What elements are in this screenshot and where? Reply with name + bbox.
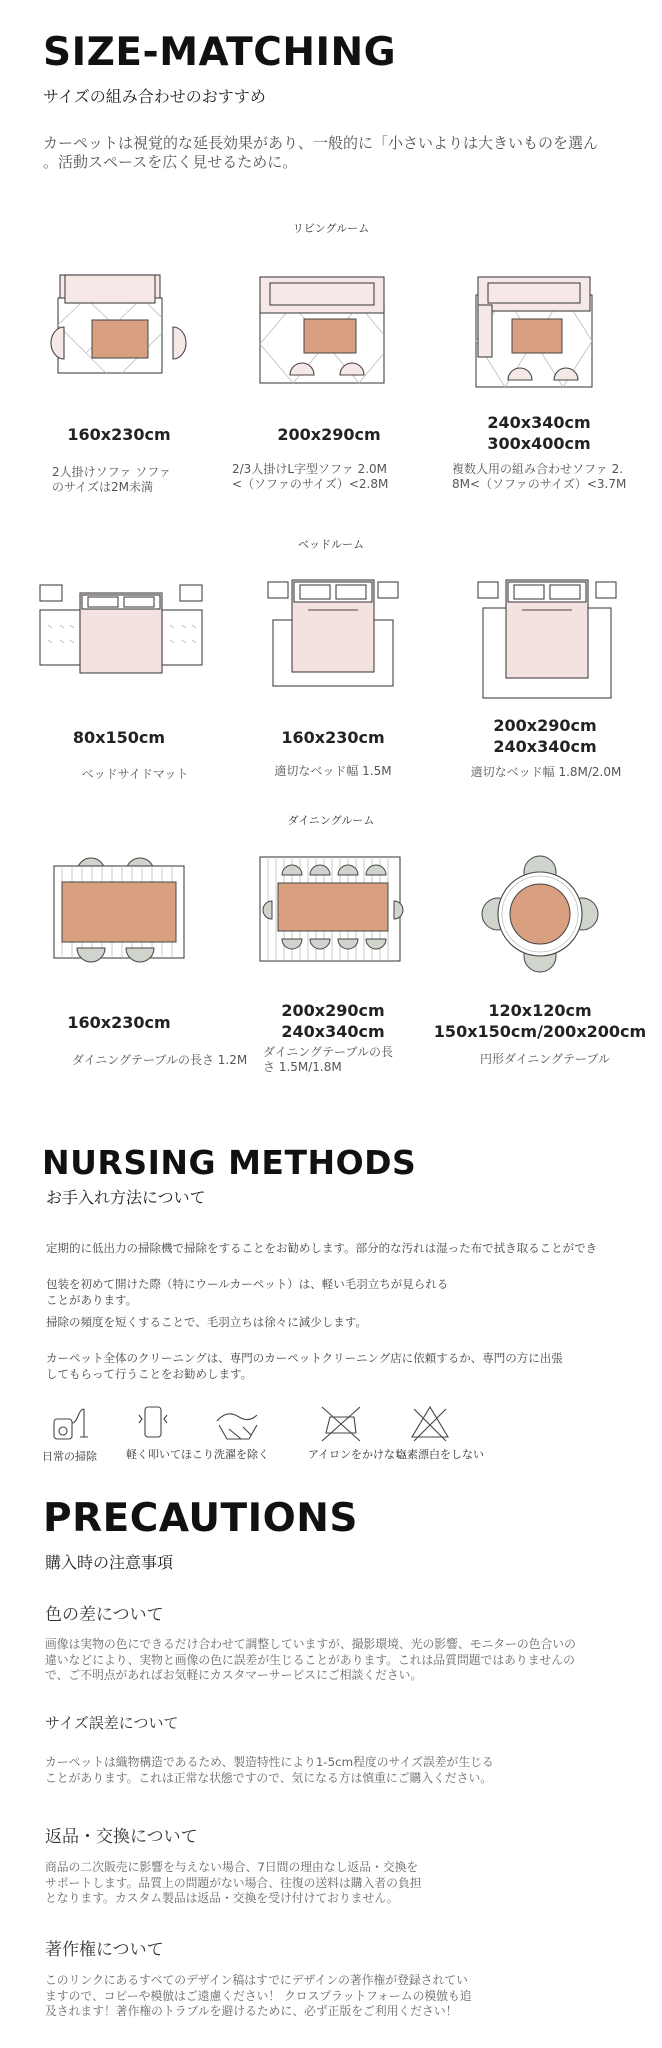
- copyright-heading: 著作権について: [45, 1940, 164, 1960]
- living-sofa-diagram-1: [40, 265, 200, 380]
- intro-line-2: 。活動スペースを広く見せるために。: [43, 153, 298, 171]
- living-desc-2: 2/3人掛けL字型ソファ 2.0M <（ソファのサイズ）<2.8M: [232, 462, 389, 491]
- bedroom-diagram-2: [268, 580, 398, 700]
- icon-label-no-bleach: 塩素漂白をしない: [396, 1448, 484, 1461]
- icon-label-no-iron: アイロンをかけない: [308, 1448, 407, 1461]
- precautions-subtitle: 購入時の注意事項: [45, 1553, 174, 1572]
- living-desc-3: 複数人用の組み合わせソファ 2. 8M<（ソファのサイズ）<3.7M: [452, 462, 627, 491]
- precautions-title: PRECAUTIONS: [43, 1496, 359, 1541]
- icon-label-no-wash: 洗濯を除く: [214, 1448, 269, 1461]
- dining-size-2: 200x290cm 240x340cm: [281, 1001, 385, 1041]
- pat-icon: [135, 1403, 171, 1443]
- living-sofa-diagram-3: [460, 265, 620, 400]
- no-iron-icon: [320, 1403, 362, 1443]
- dining-size-1: 160x230cm: [67, 1013, 171, 1032]
- dining-diagram-3: [480, 850, 600, 980]
- copyright-text: このリンクにあるすべてのデザイン稿はすでにデザインの著作権が登録されてい ますので、コピーや模倣はご遠慮ください！ クロスプラットフォームの模倣も追 及されます！著作権のトラブルを避けるために、必ず正版をご利用ください！: [45, 1973, 472, 2018]
- dining-diagram-1: [52, 848, 192, 978]
- nursing-note-2: 包装を初めて開けた際（特にウールカーペット）は、軽い毛羽立ちが見られる: [46, 1277, 449, 1291]
- bedroom-size-1: 80x150cm: [72, 728, 166, 747]
- nursing-title: NURSING METHODS: [42, 1143, 417, 1182]
- living-size-3: 240x340cm 300x400cm: [487, 413, 591, 453]
- dining-desc-1: ダイニングテーブルの長さ 1.2M: [72, 1053, 248, 1067]
- nursing-note-3: ことがあります。: [46, 1293, 138, 1307]
- living-desc-1: 2人掛けソファ ソファ のサイズは2M未満: [52, 465, 171, 494]
- bedroom-desc-1: ベッドサイドマット: [81, 767, 189, 781]
- bedroom-diagram-3: [478, 580, 618, 705]
- bedroom-size-3: 200x290cm 240x340cm: [493, 716, 597, 756]
- nursing-note-5: カーペット全体のクリーニングは、専門のカーペットクリーニング店に依頼するか、専門の方に出張: [46, 1351, 563, 1365]
- intro-line-1: カーペットは視覚的な延長効果があり、一般的に「小さいよりは大きいものを選ん: [43, 134, 599, 152]
- living-size-1: 160x230cm: [67, 425, 171, 444]
- icon-label-daily-cleaning: 日常の掃除: [42, 1450, 97, 1463]
- nursing-note-4: 掃除の頻度を短くすることで、毛羽立ちは徐々に減少します。: [46, 1315, 367, 1329]
- living-size-2: 200x290cm: [277, 425, 381, 444]
- size-error-text: カーペットは織物構造であるため、製造特性により1-5cm程度のサイズ誤差が生じる ことがあります。これは正常な状態ですので、気になる方は慎重にご購入ください。: [45, 1755, 494, 1785]
- dining-desc-2: ダイニングテーブルの長 さ 1.5M/1.8M: [263, 1045, 393, 1074]
- size-error-heading: サイズ誤差について: [45, 1714, 179, 1732]
- no-wash-icon: [213, 1403, 263, 1443]
- dining-diagram-2: [258, 855, 403, 970]
- bedroom-desc-2: 適切なベッド幅 1.5M: [274, 764, 392, 778]
- returns-heading: 返品・交換について: [45, 1827, 198, 1847]
- no-bleach-icon: [410, 1403, 450, 1443]
- nursing-note-1: 定期的に低出力の掃除機で掃除をすることをお勧めします。部分的な汚れは湿った布で拭き取ることができ: [46, 1241, 598, 1255]
- living-room-heading: リビングルーム: [292, 222, 370, 235]
- dining-desc-3: 円形ダイニングテーブル: [480, 1052, 610, 1066]
- bedroom-diagram-1: [40, 585, 200, 685]
- nursing-note-6: してもらって行うことをお勧めします。: [46, 1367, 253, 1381]
- nursing-subtitle: お手入れ方法について: [46, 1188, 206, 1207]
- bedroom-desc-3: 適切なベッド幅 1.8M/2.0M: [470, 765, 622, 779]
- living-sofa-diagram-2: [248, 265, 408, 395]
- color-difference-heading: 色の差について: [45, 1605, 164, 1625]
- size-matching-subtitle: サイズの組み合わせのおすすめ: [43, 87, 266, 106]
- bedroom-size-2: 160x230cm: [281, 728, 385, 747]
- color-difference-text: 画像は実物の色にできるだけ合わせて調整していますが、撮影環境、光の影響、モニターの色合いの 違いなどにより、実物と画像の色に誤差が生じることがあります。これは品質問題ではありませんの で、ご不明点があればお気軽にカスタマーサービスにご相談ください。: [45, 1637, 576, 1682]
- vacuum-icon: [52, 1405, 92, 1443]
- returns-text: 商品の二次販売に影響を与えない場合、7日間の理由なし返品・交換を サポートします。品質上の問題がない場合、往復の送料は購入者の負担 となります。カスタム製品は返品・交換を受け付けておりません。: [45, 1860, 422, 1905]
- size-matching-title: SIZE-MATCHING: [43, 30, 397, 75]
- icon-label-pat-dust: 軽く叩いてほこり: [126, 1448, 214, 1461]
- dining-size-3: 120x120cm 150x150cm/200x200cm: [433, 1001, 647, 1041]
- bedroom-heading: ベッドルーム: [298, 538, 364, 551]
- dining-room-heading: ダイニングルーム: [287, 814, 375, 827]
